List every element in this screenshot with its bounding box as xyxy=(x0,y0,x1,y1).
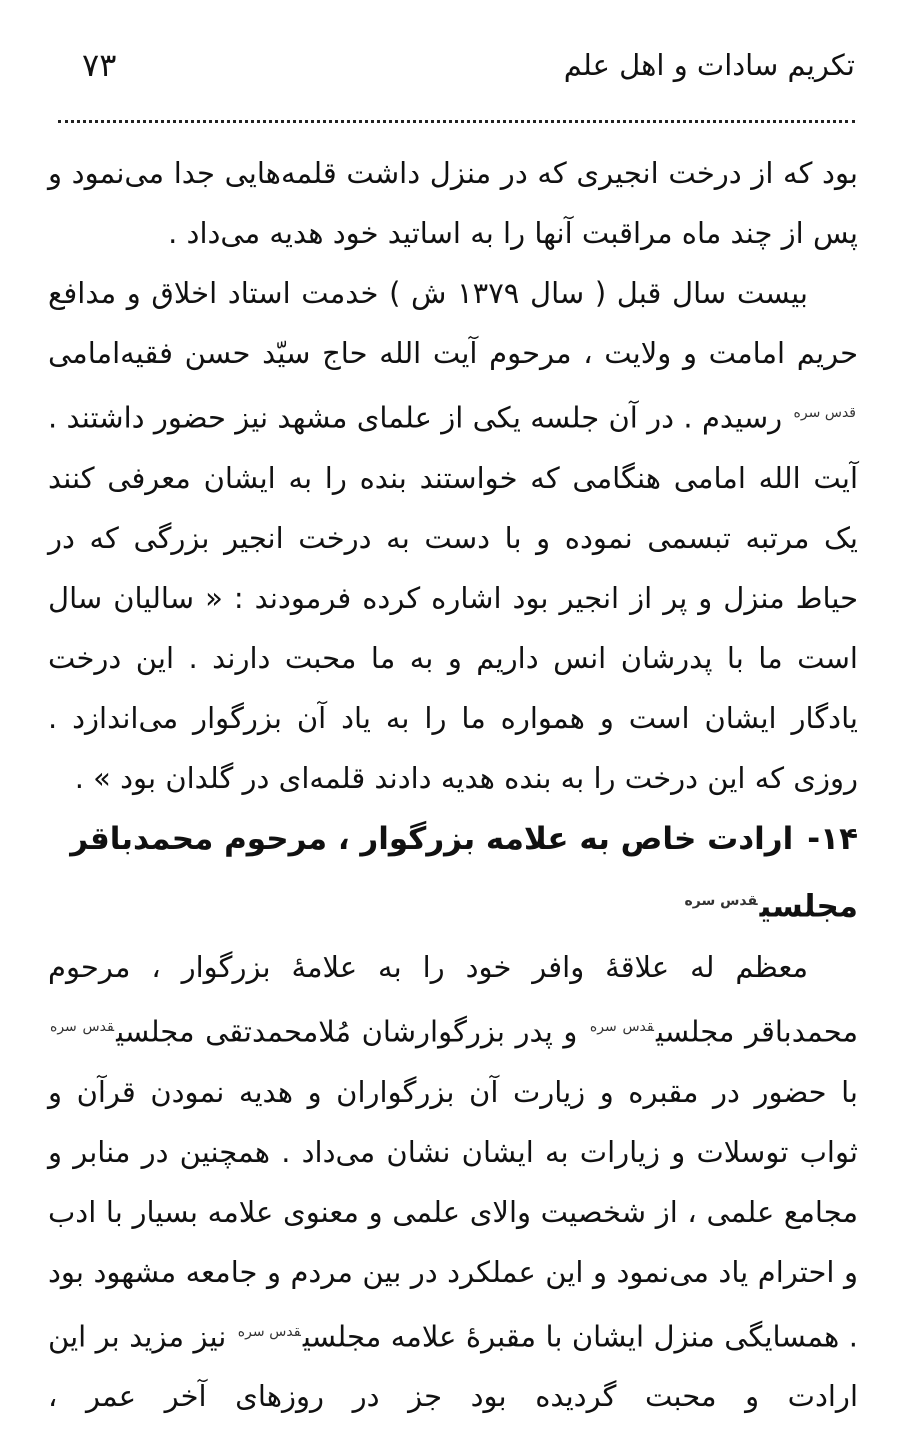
paragraph-text: بیست سال قبل ( سال ۱۳۷۹ ش ) خدمت استاد اخلاق و مدافع حریم امامت و ولایت ، مرحوم آیت الله حاج سیّد حسن فقیه‌امامی xyxy=(48,276,858,370)
paragraph-text: نیز مزید بر این ارادت و محبت گردیده بود جز در روزهای آخر عمر ، xyxy=(48,1319,858,1414)
paragraph-text: رسیدم . در آن جلسه یکی از علمای مشهد نیز حضور داشتند . آیت الله امامی هنگامی که خواستند بنده را به ایشان معرفی کنند یک مرتبه تبسمی نموده و با دست به درخت انجیر بزرگی که در حیاط منزل و پر از انجیر بود اشاره کرده فرمودند : « سالیان سال است ما با پدرشان انس داریم و به ما محبت دارند . این درخت یادگار ایشان است و همواره ما را به یاد آن بزرگوار می‌اندازد . روزی که این درخت را به بنده هدیه دادند قلمه‌ای در گلدان بود » . xyxy=(48,400,858,795)
paragraph xyxy=(48,143,858,263)
paragraph-text: بود که از درخت انجیری که در منزل داشت قلمه‌هایی جدا می‌نمود و پس از چند ماه مراقبت آنها را به اساتید خود هدیه می‌داد . xyxy=(48,156,858,250)
honorific-mark: قدس سره xyxy=(237,1323,301,1340)
paragraph-text: و پدر بزرگوارشان مُلامحمدتقی مجلسی xyxy=(116,1014,578,1049)
paragraph-text: با حضور در مقبره و زیارت آن بزرگواران و هدیه نمودن قرآن و ثواب توسلات و زیارات به ایشان نشان می‌داد . همچنین در منابر و مجامع علمی ، از شخصیت والای علمی و معنوی علامه بسیار با ادب و احترام یاد می‌نمود و این عملکرد در بین مردم و جامعه مشهود بود . همسایگی منزل ایشان با مقبرهٔ علامه مجلسی xyxy=(48,1074,859,1354)
running-title: تکریم سادات و اهل علم xyxy=(563,48,855,82)
honorific-mark: قدس سره xyxy=(793,405,856,421)
honorific-mark: قدس سره xyxy=(589,1018,654,1035)
paragraph xyxy=(48,263,858,808)
page-number: ۷۳ xyxy=(82,46,117,84)
section-title: ارادت خاص به علامه بزرگوار ، مرحوم محمدباقر مجلسی xyxy=(70,820,858,924)
paragraph-text: معظم له علاقهٔ وافر خود را به علامهٔ بزرگوار ، مرحوم محمدباقر مجلسی xyxy=(48,949,858,1049)
page-header xyxy=(60,40,855,110)
section-number: ۱۴- xyxy=(807,820,858,857)
paragraph xyxy=(48,937,858,1426)
honorific-mark: قدس سره xyxy=(50,1018,115,1035)
header-divider xyxy=(58,120,855,123)
honorific-mark: قدس سره xyxy=(684,892,758,909)
page-body xyxy=(48,143,858,1426)
section-heading xyxy=(48,808,858,937)
